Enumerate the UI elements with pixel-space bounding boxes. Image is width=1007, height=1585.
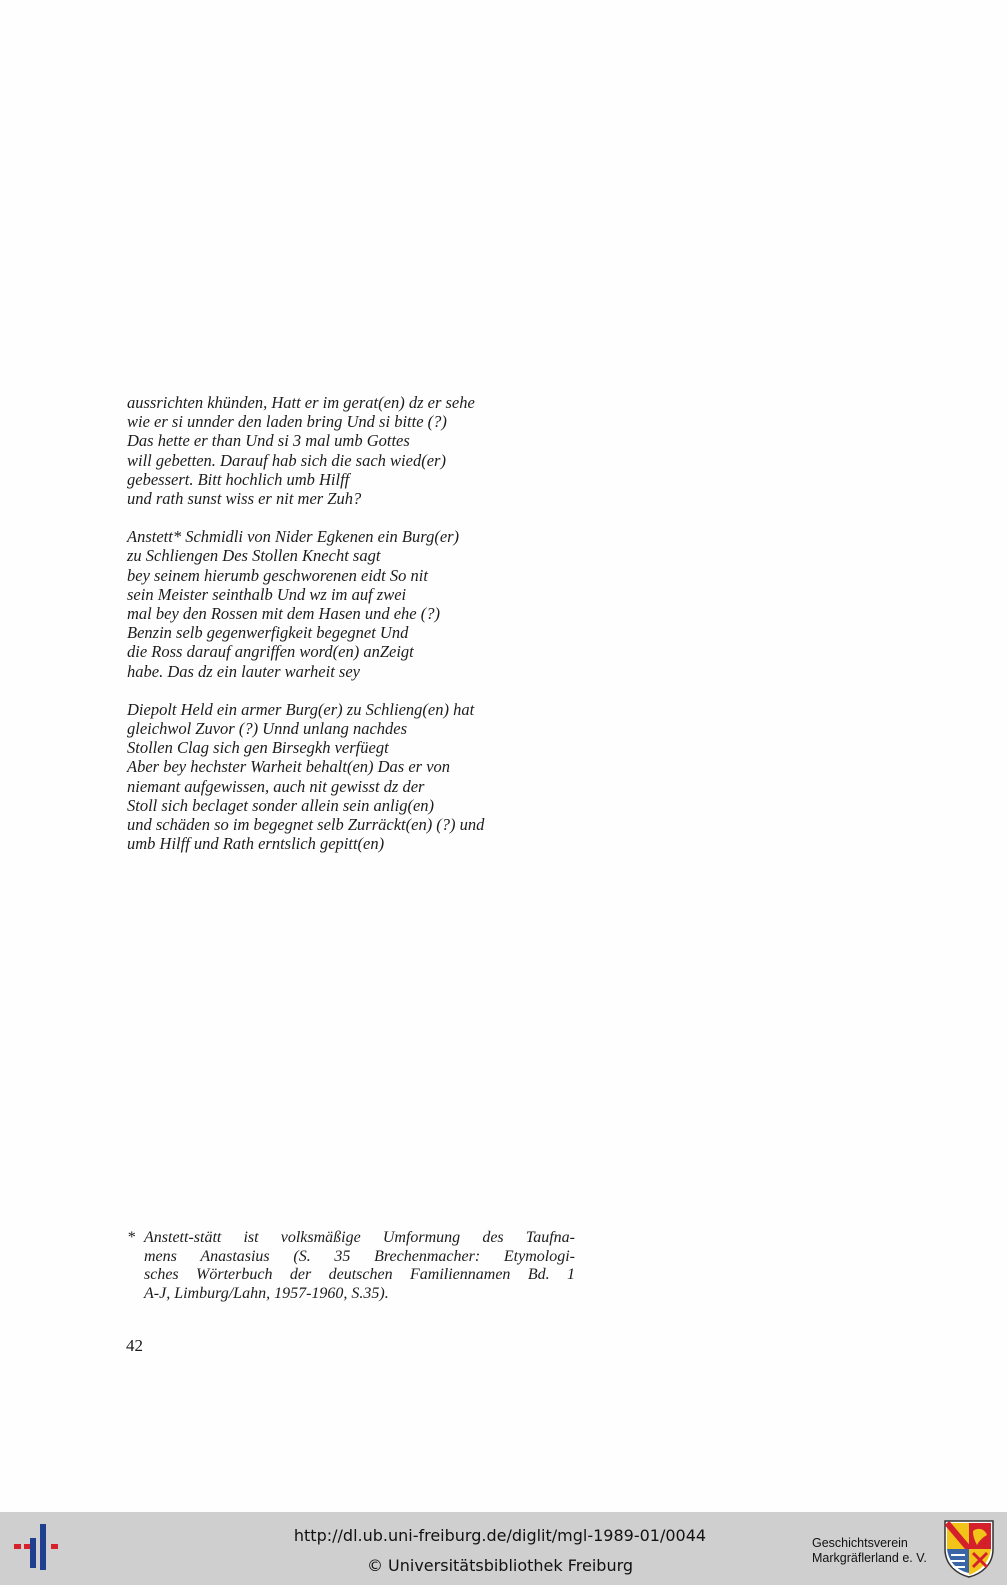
transcription-text xyxy=(127,393,567,872)
text-line: niemant aufgewissen, auch nit gewisst dz der xyxy=(127,776,425,796)
paragraph-1 xyxy=(127,393,567,508)
page-number: 42 xyxy=(126,1336,143,1355)
footnote-marker: * xyxy=(127,1229,135,1246)
society-name-line1: Geschichtsverein xyxy=(812,1536,908,1550)
text-line: habe. Das dz ein lauter warheit sey xyxy=(127,661,360,681)
text-line: Anstett* Schmidli von Nider Egkenen ein Burg(er) xyxy=(127,527,460,547)
text-line: umb Hilff und Rath erntslich gepitt(en) xyxy=(127,834,385,854)
footnote-line: A-J, Limburg/Lahn, 1957-1960, S.35). xyxy=(144,1284,389,1302)
text-line: Benzin selb gegenwerfigkeit begegnet Und xyxy=(127,623,409,643)
text-line: Das hette er than Und si 3 mal umb Gottes xyxy=(127,431,410,451)
text-line: zu Schliengen Des Stollen Knecht sagt xyxy=(127,546,381,566)
text-line: gleichwol Zuvor (?) Unnd unlang nachdes xyxy=(127,719,408,739)
copyright-notice: © Universitätsbibliothek Freiburg xyxy=(366,1556,634,1575)
coat-of-arms-icon xyxy=(943,1519,995,1579)
society-name-line2: Markgräflerland e. V. xyxy=(812,1551,927,1565)
text-line: Aber bey hechster Warheit behalt(en) Das er von xyxy=(127,757,451,777)
ub-freiburg-logo-icon[interactable] xyxy=(14,1522,62,1574)
footnote-line: Anstett-stätt ist volksmäßige Umformung des Taufna- xyxy=(144,1229,575,1246)
footnote-line: sches Wörterbuch der deutschen Familiennamen Bd. 1 xyxy=(144,1266,575,1283)
paragraph-3 xyxy=(127,700,567,854)
text-line: aussrichten khünden, Hatt er im gerat(en) dz er sehe xyxy=(127,393,475,412)
text-line: Stollen Clag sich gen Birsegkh verfüegt xyxy=(127,738,389,758)
society-name xyxy=(812,1536,927,1566)
text-line: gebessert. Bitt hochlich umb Hilff xyxy=(127,469,350,489)
text-line: und rath sunst wiss er nit mer Zuh? xyxy=(127,489,362,509)
text-line: Diepolt Held ein armer Burg(er) zu Schlieng(en) hat xyxy=(127,699,475,719)
text-line: will gebetten. Darauf hab sich die sach wied(er) xyxy=(127,450,446,470)
text-line: sein Meister seinthalb Und wz im auf zwei xyxy=(127,584,407,604)
text-line: und schäden so im begegnet selb Zurräckt(en) (?) und xyxy=(127,815,485,835)
text-line: die Ross darauf angriffen word(en) anZeigt xyxy=(127,642,414,662)
text-line: bey seinem hierumb geschworenen eidt So nit xyxy=(127,565,428,585)
footnote-line: mens Anastasius (S. 35 Brechenmacher: Etymologi- xyxy=(144,1247,575,1265)
permalink-url[interactable]: http://dl.ub.uni-freiburg.de/diglit/mgl-1989-01/0044 xyxy=(293,1526,707,1545)
text-line: Stoll sich beclaget sonder allein sein anlig(en) xyxy=(127,795,435,815)
paragraph-2 xyxy=(127,527,567,681)
text-line: wie er si unnder den laden bring Und si bitte (?) xyxy=(127,412,447,432)
text-line: mal bey den Rossen mit dem Hasen und ehe (?) xyxy=(127,604,440,624)
footer-bar xyxy=(0,1512,1007,1585)
footnote xyxy=(127,1229,575,1303)
